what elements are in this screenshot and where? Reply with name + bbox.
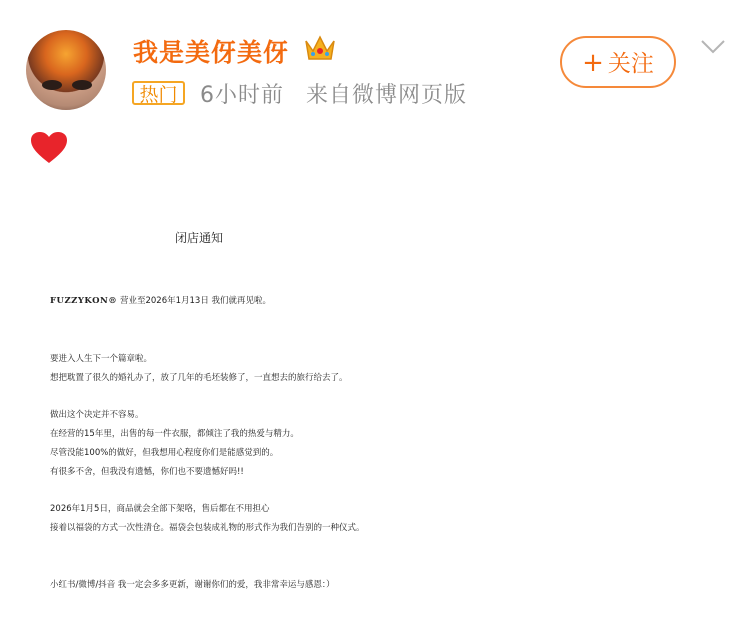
notice-line: 接着以福袋的方式一次性清仓。福袋会包装成礼物的形式作为我们告别的一种仪式。 — [50, 523, 365, 533]
post-meta — [200, 78, 481, 109]
avatar[interactable] — [26, 30, 106, 110]
notice-line — [50, 294, 271, 306]
follow-label: 关注 — [607, 51, 654, 77]
notice-title: 闭店通知 — [175, 231, 224, 245]
notice-line: 2026年1月5日，商品就会全部下架咯，售后都在不用担心 — [50, 504, 270, 514]
notice-line: 在经营的15年里，出售的每一件衣服，都倾注了我的热爱与精力。 — [50, 429, 299, 439]
notice-line: 想把耽置了很久的婚礼办了，放了几年的毛坯装修了，一直想去的旅行给去了。 — [50, 373, 348, 383]
hot-badge: 热门 — [132, 81, 185, 105]
plus-icon: + — [582, 48, 604, 78]
avatar-eye-left — [42, 80, 62, 90]
notice-line: 有很多不舍，但我没有遗憾，你们也不要遗憾好吗!! — [50, 467, 244, 477]
heart-icon — [30, 131, 68, 165]
notice-line: 小红书/微博/抖音 我一定会多多更新，谢谢你们的爱，我非常幸运与感恩：） — [50, 580, 335, 590]
crown-icon — [303, 33, 337, 63]
chevron-down-icon[interactable] — [700, 38, 726, 56]
notice-line: 做出这个决定并不容易。 — [50, 410, 144, 420]
avatar-eye-right — [72, 80, 92, 90]
post-source[interactable]: 来自微博网页版 — [306, 83, 468, 108]
notice-line: 尽管没能100%的做好，但我想用心程度你们是能感觉到的。 — [50, 448, 279, 458]
notice-line-text: 营业至2026年1月13日 我们就再见啦。 — [117, 296, 272, 306]
follow-button[interactable] — [560, 36, 676, 88]
notice-line: 要进入人生下一个篇章啦。 — [50, 354, 153, 364]
post-time: 6小时前 — [200, 83, 284, 108]
username[interactable]: 我是美伢美伢 — [133, 38, 290, 67]
brand-name: FUZZYKON® — [50, 296, 118, 306]
